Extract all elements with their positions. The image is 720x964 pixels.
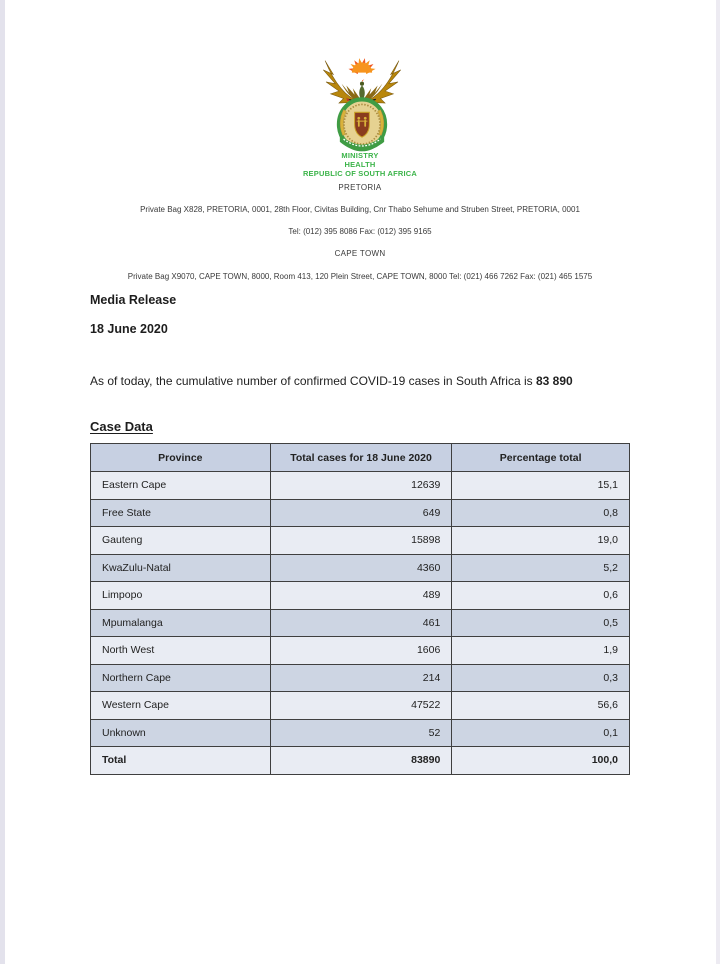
table-row bbox=[91, 582, 630, 610]
table-row bbox=[91, 692, 630, 720]
province-cell: Western Cape bbox=[91, 692, 271, 720]
percentage-cell: 0,5 bbox=[452, 609, 630, 637]
cases-cell: 489 bbox=[270, 582, 452, 610]
column-header-percentage: Percentage total bbox=[452, 444, 630, 472]
cape-town-label: CAPE TOWN bbox=[334, 249, 386, 258]
province-cell: Limpopo bbox=[91, 582, 271, 610]
province-cell: Mpumalanga bbox=[91, 609, 271, 637]
ministry-line: MINISTRY bbox=[341, 151, 379, 160]
percentage-cell: 15,1 bbox=[452, 472, 630, 500]
table-row bbox=[91, 554, 630, 582]
pretoria-tel-fax: Tel: (012) 395 8086 Fax: (012) 395 9165 bbox=[288, 227, 432, 236]
summary-text: As of today, the cumulative number of confirmed COVID-19 cases in South Africa is bbox=[90, 374, 533, 388]
table-row bbox=[91, 527, 630, 555]
table-total-row bbox=[91, 747, 630, 775]
province-cell: Eastern Cape bbox=[91, 472, 271, 500]
percentage-cell: 1,9 bbox=[452, 637, 630, 665]
province-cell: Northern Cape bbox=[91, 664, 271, 692]
percentage-cell: 19,0 bbox=[452, 527, 630, 555]
coat-of-arms-icon bbox=[315, 56, 409, 152]
province-cell: Free State bbox=[91, 499, 271, 527]
percentage-cell: 56,6 bbox=[452, 692, 630, 720]
cases-cell: 461 bbox=[270, 609, 452, 637]
table-row bbox=[91, 637, 630, 665]
percentage-cell: 100,0 bbox=[452, 747, 630, 775]
cape-town-address: Private Bag X9070, CAPE TOWN, 8000, Room 413, 120 Plein Street, CAPE TOWN, 8000 Tel: (021) 466 7262 Fax: (021) 465 1575 bbox=[127, 272, 593, 281]
province-cell: North West bbox=[91, 637, 271, 665]
province-cell: KwaZulu-Natal bbox=[91, 554, 271, 582]
province-cell: Gauteng bbox=[91, 527, 271, 555]
table-row bbox=[91, 719, 630, 747]
pretoria-address: Private Bag X828, PRETORIA, 0001, 28th Floor, Civitas Building, Cnr Thabo Sehume and Struben Street, PRETORIA, 0001 bbox=[140, 205, 580, 214]
column-header-total-cases: Total cases for 18 June 2020 bbox=[270, 444, 452, 472]
summary-total-cases: 83 890 bbox=[536, 374, 573, 388]
cases-cell: 15898 bbox=[270, 527, 452, 555]
cases-cell: 649 bbox=[270, 499, 452, 527]
release-date: 18 June 2020 bbox=[90, 322, 168, 336]
pretoria-label: PRETORIA bbox=[338, 183, 382, 192]
province-cell: Total bbox=[91, 747, 271, 775]
case-data-table bbox=[90, 443, 630, 775]
cases-cell: 47522 bbox=[270, 692, 452, 720]
ministry-line: HEALTH bbox=[344, 160, 376, 169]
percentage-cell: 0,1 bbox=[452, 719, 630, 747]
percentage-cell: 0,8 bbox=[452, 499, 630, 527]
table-row bbox=[91, 499, 630, 527]
cases-cell: 83890 bbox=[270, 747, 452, 775]
ministry-heading bbox=[0, 151, 720, 178]
release-title: Media Release bbox=[90, 293, 177, 307]
table-header-row bbox=[91, 444, 630, 472]
photo-left-edge bbox=[0, 0, 5, 964]
percentage-cell: 0,3 bbox=[452, 664, 630, 692]
cases-cell: 4360 bbox=[270, 554, 452, 582]
table-row bbox=[91, 472, 630, 500]
table-row bbox=[91, 609, 630, 637]
percentage-cell: 5,2 bbox=[452, 554, 630, 582]
photo-right-edge bbox=[716, 0, 720, 964]
percentage-cell: 0,6 bbox=[452, 582, 630, 610]
province-cell: Unknown bbox=[91, 719, 271, 747]
cases-cell: 1606 bbox=[270, 637, 452, 665]
cases-cell: 12639 bbox=[270, 472, 452, 500]
ministry-line: REPUBLIC OF SOUTH AFRICA bbox=[302, 169, 418, 178]
column-header-province: Province bbox=[91, 444, 271, 472]
summary-sentence bbox=[90, 374, 573, 388]
cases-cell: 52 bbox=[270, 719, 452, 747]
cases-cell: 214 bbox=[270, 664, 452, 692]
section-title-case-data: Case Data bbox=[90, 419, 153, 434]
table-row bbox=[91, 664, 630, 692]
